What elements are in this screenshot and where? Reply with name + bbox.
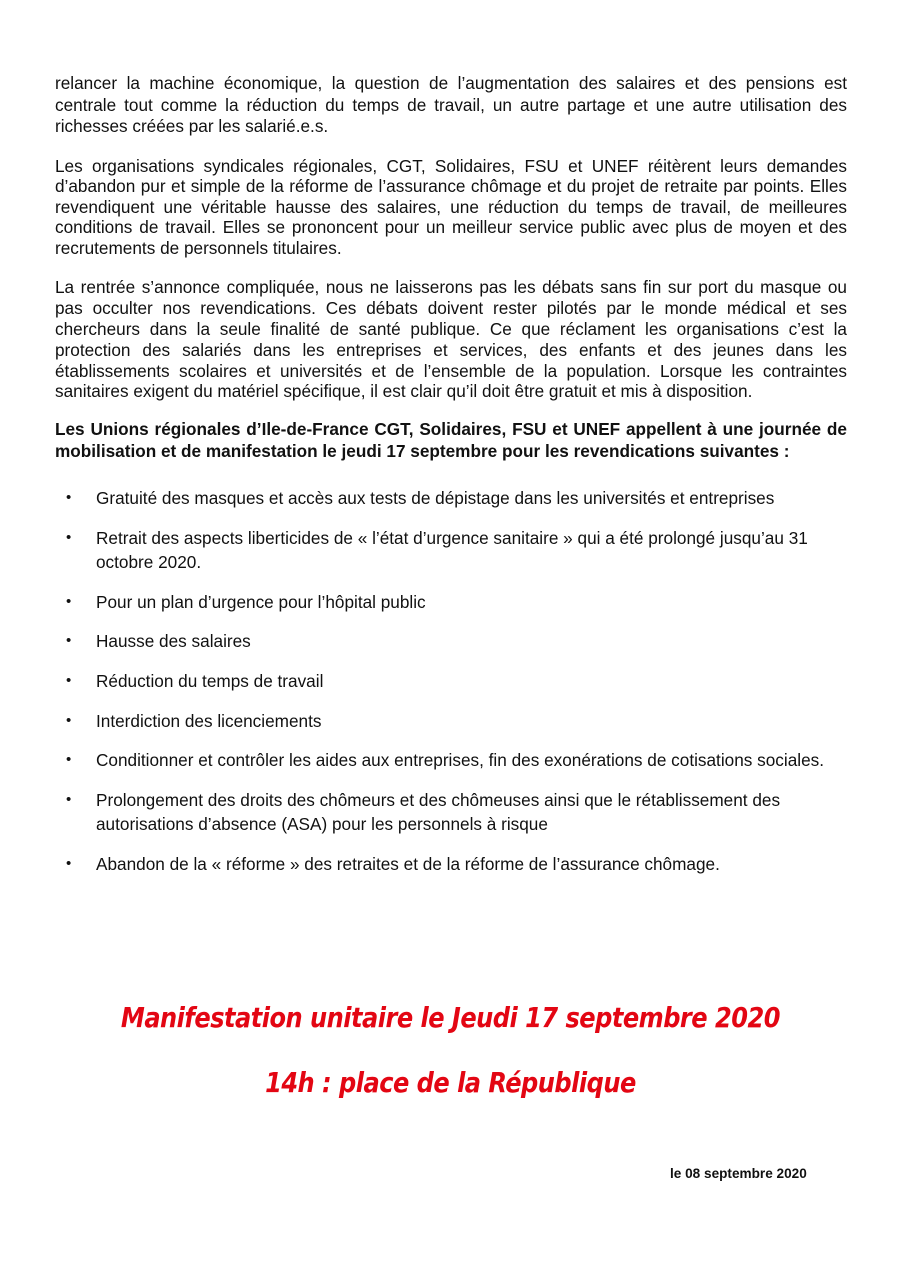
list-item xyxy=(55,590,847,614)
demand-text: Interdiction des licenciements xyxy=(96,710,322,731)
demand-text: Abandon de la « réforme » des retraites et de la réforme de l’assurance chômage. xyxy=(96,853,720,874)
event-title: Manifestation unitaire le Jeudi 17 septembre 2020 xyxy=(120,1001,780,1034)
paragraph-health-context: La rentrée s’annonce compliquée, nous ne laisserons pas les débats sans fin sur port du masque ou pas occulter nos revendications. Ces débats doivent rester pilotés par le monde médical et ses chercheurs dans la seule finalité de santé publique. Ce que réclament les organisations c’est la protection des salariés dans les entreprises et services, des enfants et des jeunes dans les établissements scolaires et universités et de l’ensemble de la population. Lorsque les contraintes sanitaires exigent du matériel spécifique, il est clair qu’il doit être gratuit et mis à disposition. xyxy=(55,277,847,402)
demand-text: Retrait des aspects liberticides de « l’état d’urgence sanitaire » qui a été prolongé jusqu’au 31 octobre 2020. xyxy=(96,527,808,572)
demand-text: Réduction du temps de travail xyxy=(96,671,324,691)
bullet-icon: • xyxy=(66,854,72,872)
demand-text: Gratuité des masques et accès aux tests de dépistage dans les universités et entreprises xyxy=(96,488,775,509)
list-item xyxy=(55,709,847,733)
demand-text: Hausse des salaires xyxy=(96,631,251,652)
bullet-icon: • xyxy=(66,632,72,650)
bullet-icon: • xyxy=(66,592,72,610)
list-item xyxy=(55,748,847,772)
list-item xyxy=(55,629,847,653)
paragraph-union-demands: Les organisations syndicales régionales, CGT, Solidaires, FSU et UNEF réitèrent leurs demandes d’abandon pur et simple de la réforme de l’assurance chômage et du projet de retraite par points. Elles revendiquent une véritable hausse des salaires, une réduction du temps de travail, de meilleures conditions de travail. Elles se prononcent pour un meilleur service public avec plus de moyen et des recrutements de personnels titulaires. xyxy=(55,155,847,258)
bullet-icon: • xyxy=(66,489,72,507)
demand-text: Prolongement des droits des chômeurs et des chômeuses ainsi que le rétablissement des autorisations d’absence (ASA) pour les personnels à risque xyxy=(96,790,781,835)
document-date: le 08 septembre 2020 xyxy=(670,1166,807,1181)
bullet-icon: • xyxy=(66,751,72,769)
list-item xyxy=(55,852,847,876)
list-item xyxy=(55,486,847,510)
demand-text: Pour un plan d’urgence pour l’hôpital public xyxy=(96,591,426,612)
paragraph-economic-demands: relancer la machine économique, la question de l’augmentation des salaires et des pensions est centrale tout comme la réduction du temps de travail, un autre partage et une autre utilisation des richesses créées par les salarié.e.s. xyxy=(55,73,847,136)
bullet-icon: • xyxy=(66,672,72,689)
call-to-action: Les Unions régionales d’Ile-de-France CGT, Solidaires, FSU et UNEF appellent à une journée de mobilisation et de manifestation le jeudi 17 septembre pour les revendications suivantes : xyxy=(55,419,847,461)
bullet-icon: • xyxy=(66,791,72,809)
bullet-icon: • xyxy=(66,711,72,729)
document-body xyxy=(55,73,847,891)
list-item xyxy=(55,788,847,836)
bullet-icon: • xyxy=(66,528,72,546)
list-item xyxy=(55,669,847,693)
demand-text: Conditionner et contrôler les aides aux entreprises, fin des exonérations de cotisations sociales. xyxy=(96,750,825,771)
event-place: 14h : place de la République xyxy=(265,1066,636,1099)
list-item xyxy=(55,526,847,574)
demands-list xyxy=(55,486,847,876)
